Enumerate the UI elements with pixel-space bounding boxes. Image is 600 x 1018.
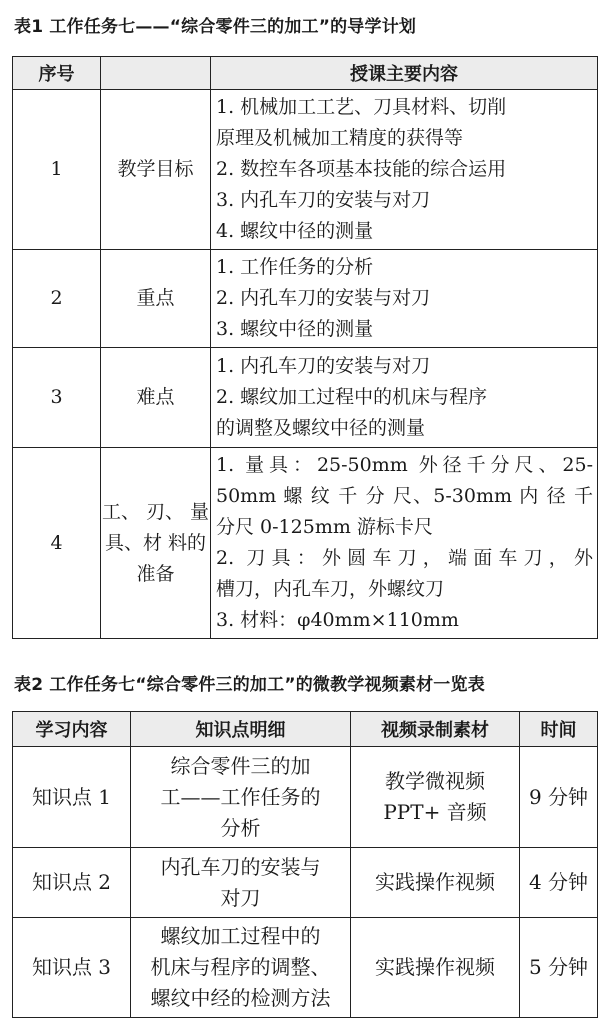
content-line: 4. 螺纹中径的测量: [216, 220, 374, 242]
content-line: 50mm 螺 纹 千 分 尺、5-30mm 内 径 千: [216, 485, 593, 507]
content-line: 2. 刀具：外圆车刀，端面车刀，外: [216, 547, 593, 569]
row-time: 9 分钟: [520, 747, 598, 848]
row-topic: 知识点 3: [13, 918, 131, 1018]
material-line: 实践操作视频: [375, 870, 495, 894]
label-line: 工、 刃、: [101, 500, 184, 523]
row-time: 5 分钟: [520, 918, 598, 1018]
row-topic: 知识点 2: [13, 848, 131, 918]
header-serial-number: 序号: [13, 57, 101, 90]
content-line: 2. 数控车各项基本技能的综合运用: [216, 158, 507, 180]
label-line: 难点: [136, 386, 175, 408]
row-material: [351, 848, 520, 918]
table-header-row: [13, 712, 598, 747]
content-line: 1. 工作任务的分析: [216, 256, 374, 278]
row-label: [101, 348, 211, 448]
row-label: [101, 250, 211, 348]
table-row: [13, 848, 598, 918]
table-row: [13, 348, 598, 448]
detail-line: 内孔车刀的安装与: [160, 854, 321, 879]
content-line: 1. 机械加工工艺、刀具材料、切削: [216, 96, 507, 118]
detail-line: 螺纹中经的检测方法: [150, 986, 331, 1010]
table2-caption: 表2 工作任务七“综合零件三的加工”的微教学视频素材一览表: [14, 675, 485, 695]
row-material: [351, 918, 520, 1018]
row-detail: [131, 848, 351, 918]
row-topic: 知识点 1: [13, 747, 131, 848]
row-detail: [131, 747, 351, 848]
material-line: PPT+ 音频: [383, 800, 487, 824]
row-number: 4: [13, 448, 101, 639]
label-line: 料的准备: [136, 531, 207, 585]
material-line: 实践操作视频: [375, 955, 495, 979]
row-time: 4 分钟: [520, 848, 598, 918]
row-content: [211, 90, 598, 250]
table-row: [13, 448, 598, 639]
detail-line: 螺纹加工过程中的: [160, 924, 321, 948]
detail-line: 机床与程序的调整、: [150, 955, 331, 979]
table-row: [13, 90, 598, 250]
row-label: [101, 448, 211, 639]
table-row: [13, 918, 598, 1018]
content-line: 1. 内孔车刀的安装与对刀: [216, 355, 431, 377]
header-learning-content: 学习内容: [13, 712, 131, 747]
row-material: [351, 747, 520, 848]
header-knowledge-detail: 知识点明细: [131, 712, 351, 747]
row-number: 3: [13, 348, 101, 448]
detail-line: 对刀: [220, 885, 261, 910]
row-content: [211, 448, 598, 639]
content-line: 3. 内孔车刀的安装与对刀: [216, 189, 431, 211]
row-number: 2: [13, 250, 101, 348]
header-video-material: 视频录制素材: [351, 712, 520, 747]
row-number: 1: [13, 90, 101, 250]
table-header-row: [13, 57, 598, 90]
table1-caption: 表1 工作任务七——“综合零件三的加工”的导学计划: [14, 17, 417, 37]
guided-study-plan-table: [12, 56, 598, 639]
detail-line: 工——工作任务的: [160, 784, 321, 809]
content-line: 原理及机械加工精度的获得等: [216, 127, 464, 149]
label-line: 重点: [136, 287, 175, 309]
table-row: [13, 747, 598, 848]
content-line: 1. 量具：25-50mm 外径千分尺、25-: [216, 454, 593, 476]
micro-video-materials-table: [12, 711, 598, 1018]
content-line: 分尺 0-125mm 游标卡尺: [216, 516, 433, 538]
detail-line: 综合零件三的加: [170, 753, 311, 778]
row-label: [101, 90, 211, 250]
table-row: [13, 250, 598, 348]
row-detail: [131, 918, 351, 1018]
content-line: 槽刀，内孔车刀，外螺纹刀: [216, 578, 445, 600]
detail-line: 分析: [220, 815, 261, 840]
label-line: 量具、材: [104, 500, 210, 554]
content-line: 2. 螺纹加工过程中的机床与程序: [216, 386, 488, 408]
content-line: 3. 螺纹中径的测量: [216, 318, 374, 340]
header-time: 时间: [520, 712, 598, 747]
header-blank: [101, 57, 211, 90]
row-content: [211, 348, 598, 448]
content-line: 的调整及螺纹中径的测量: [216, 417, 426, 439]
row-content: [211, 250, 598, 348]
header-main-content: 授课主要内容: [211, 57, 598, 90]
content-line: 3. 材料：φ40mm×110mm: [216, 609, 459, 631]
content-line: 2. 内孔车刀的安装与对刀: [216, 287, 431, 309]
label-line: 教学目标: [117, 158, 194, 180]
material-line: 教学微视频: [385, 769, 485, 793]
